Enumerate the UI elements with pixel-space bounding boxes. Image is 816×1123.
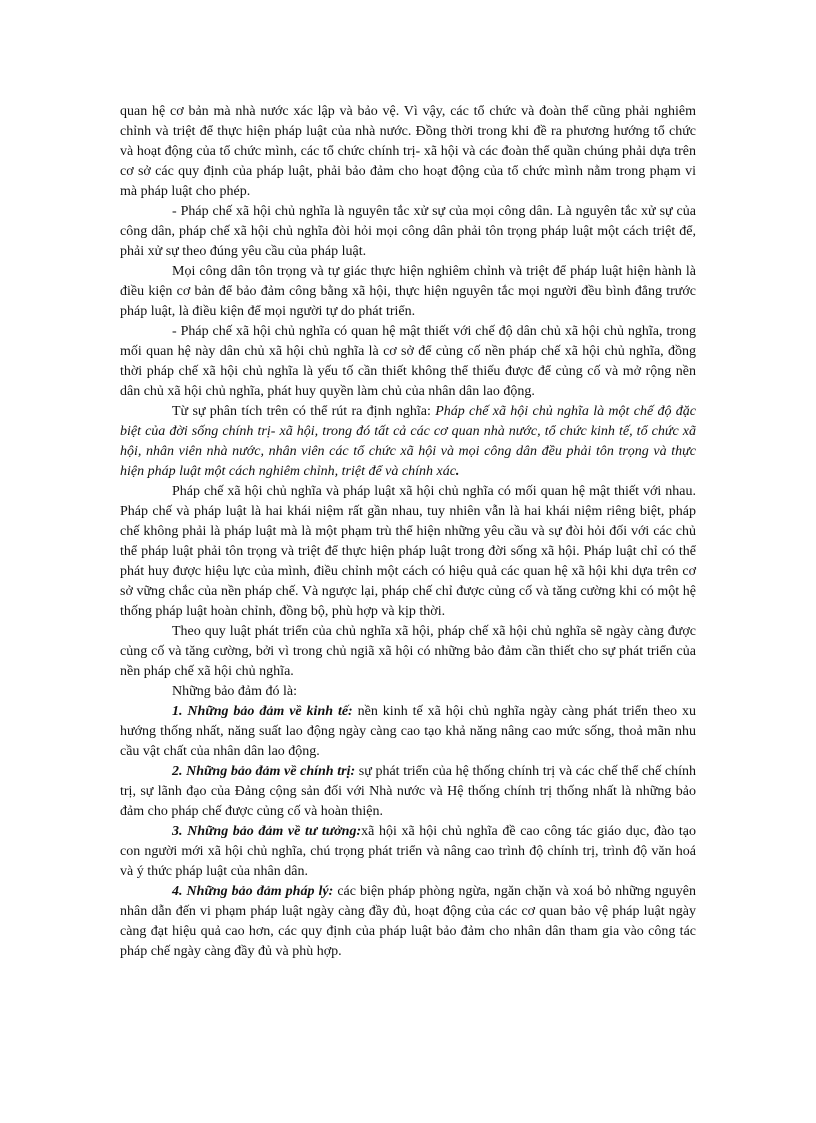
definition-text: Pháp chế xã hội chủ nghĩa là một chế độ đặc biệt của đời sống chính trị- xã hội, trong đó tất cả các cơ quan nhà nước, tổ chức kinh tế, tổ chức xã hội, nhân viên nhà nước, nhân viên các tổ chức xã hội và mọi công dân đều phải tôn trọng và thực hiện pháp luật một cách nghiêm chỉnh, triệt để và chính xác <box>120 404 697 479</box>
guarantee-text: các biện pháp phòng ngừa, ngăn chặn và xoá bỏ những nguyên nhân dẫn đến vi phạm pháp luật ngày càng đầy đủ, hoạt động của các cơ quan bảo vệ pháp luật ngày càng đạt hiệu quả cao hơn, các quy định của pháp luật bảo đảm cho nhân dân tham gia vào công tác pháp chế ngày càng đầy đủ và phù hợp. <box>120 884 696 959</box>
document-body <box>120 102 696 962</box>
guarantee-text: nền kinh tế xã hội chủ nghĩa ngày càng phát triển theo xu hướng thống nhất, năng suất lao động ngày càng cao tạo khả năng nâng cao mức sống, thoả mãn nhu cầu vật chất của nhân dân lao động. <box>120 704 696 759</box>
paragraph-1: quan hệ cơ bản mà nhà nước xác lập và bảo vệ. Vì vậy, các tổ chức và đoàn thể cũng phải nghiêm chỉnh và triệt để thực hiện pháp luật của nhà nước. Đồng thời trong khi đề ra phương hướng tổ chức và hoạt động của tổ chức mình, các tổ chức chính trị- xã hội và các đoàn thể quần chúng phải dựa trên cơ sở các quy định của pháp luật, phải bảo đảm cho hoạt động của tổ chức mình nằm trong phạm vi mà pháp luật cho phép. <box>120 104 696 199</box>
definition-lead: Từ sự phân tích trên có thể rút ra định nghĩa: <box>172 404 436 419</box>
paragraph-3: Mọi công dân tôn trọng và tự giác thực hiện nghiêm chỉnh và triệt để pháp luật hiện hành là điều kiện cơ bản để bảo đảm công bằng xã hội, thực hiện nguyên tắc mọi người đều bình đẳng trước pháp luật, là điều kiện để mọi người tự do phát triển. <box>120 264 696 319</box>
guarantee-heading: 1. Những bảo đảm về kinh tế: <box>172 704 353 719</box>
paragraph-definition <box>120 402 696 482</box>
guarantee-item-economic <box>120 702 696 762</box>
guarantee-text: sự phát triển của hệ thống chính trị và các chế thể chế chính trị, sự lãnh đạo của Đảng cộng sản đối với Nhà nước và Hệ thống chính trị thống nhất là những bảo đảm cho pháp chế được củng cố và hoàn thiện. <box>120 764 696 819</box>
guarantee-heading: 4. Những bảo đảm pháp lý: <box>172 884 334 899</box>
guarantee-heading: 2. Những bảo đảm về chính trị: <box>172 764 356 779</box>
paragraph-4: - Pháp chế xã hội chủ nghĩa có quan hệ mật thiết với chế độ dân chủ xã hội chủ nghĩa, trong mối quan hệ này dân chủ xã hội chủ nghĩa là cơ sở để củng cố nền pháp chế xã hội chủ nghĩa, đồng thời pháp chế xã hội chủ nghĩa là yếu tố cần thiết không thể thiếu được để củng cố và mở rộng nền dân chủ xã hội chủ nghĩa, phát huy quyền làm chủ của nhân dân lao động. <box>120 324 696 399</box>
guarantee-item-ideological <box>120 822 696 882</box>
paragraph-guarantees-intro: Những bảo đảm đó là: <box>172 684 298 699</box>
guarantee-text: xã hội xã hội chủ nghĩa đề cao công tác giáo dục, đào tạo con người mới xã hội chủ nghĩa, chú trọng phát triển và nâng cao trình độ chính trị, trình độ văn hoá và ý thức pháp luật của nhân dân. <box>120 824 696 879</box>
definition-end: . <box>455 464 460 479</box>
guarantee-item-legal <box>120 882 696 962</box>
guarantee-item-political <box>120 762 696 822</box>
guarantee-heading: 3. Những bảo đảm về tư tưởng: <box>172 824 362 839</box>
paragraph-6: Pháp chế xã hội chủ nghĩa và pháp luật xã hội chủ nghĩa có mối quan hệ mật thiết với nhau. Pháp chế và pháp luật là hai khái niệm rất gần nhau, tuy nhiên vẫn là hai khái niệm riêng biệt, pháp chế không phải là pháp luật mà là một phạm trù thể hiện những yêu cầu và sự đòi hỏi đối với các chủ thể pháp luật phải tôn trọng và triệt để thực hiện pháp luật trong đời sống xã hội. Pháp luật chỉ có thể phát huy được hiệu lực của mình, điều chỉnh một cách có hiệu quả các quan hệ xã hội khi dựa trên cơ sở vững chắc của nền pháp chế. Và ngược lại, pháp chế chỉ được củng cố và tăng cường khi có một hệ thống pháp luật hoàn chỉnh, đồng bộ, phù hợp và kịp thời. <box>120 484 696 619</box>
paragraph-7: Theo quy luật phát triển của chủ nghĩa xã hội, pháp chế xã hội chủ nghĩa sẽ ngày càng được củng cố và tăng cường, bởi vì trong chủ ngiã xã hội có những bảo đảm cần thiết cho sự phát triển của nền pháp chế xã hội chủ nghĩa. <box>120 624 696 679</box>
paragraph-2: - Pháp chế xã hội chủ nghĩa là nguyên tắc xử sự của mọi công dân. Là nguyên tắc xử sự của công dân, pháp chế xã hội chủ nghĩa đòi hỏi mọi công dân phải tôn trọng pháp luật một cách triệt để, phải xử sự theo đúng yêu cầu của pháp luật. <box>120 204 696 259</box>
